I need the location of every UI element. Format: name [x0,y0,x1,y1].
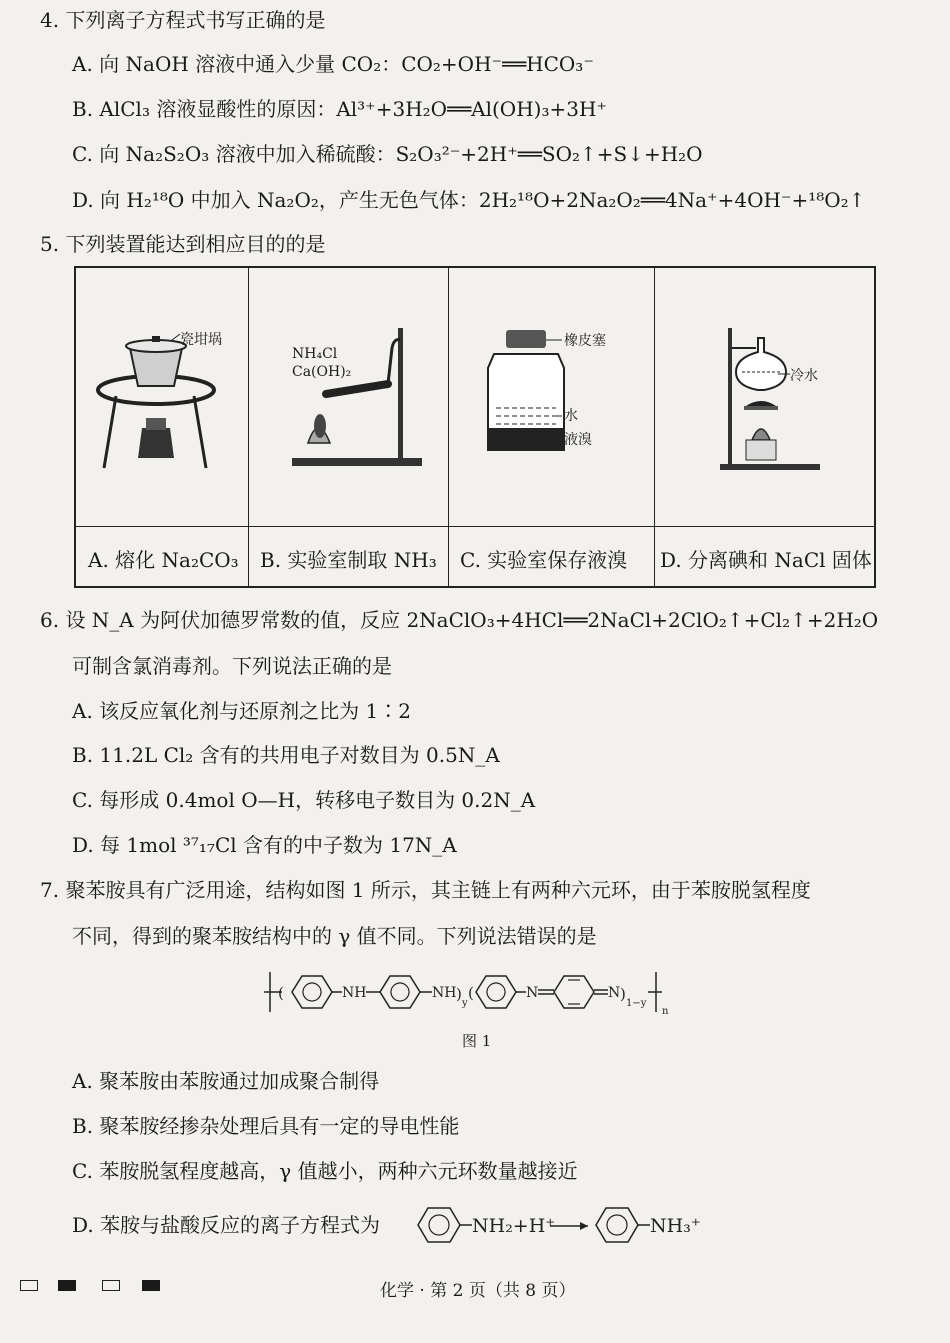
ammonia-apparatus [248,268,448,526]
marker-solid-2 [142,1280,160,1291]
figure-caption: 图 1 [462,1032,492,1050]
q4-option-d: D. 向 H₂¹⁸O 中加入 Na₂O₂，产生无色气体：2H₂¹⁸O+2Na₂O₂══4Na⁺+4OH⁻+¹⁸O₂↑ [72,188,866,212]
crucible-label: 瓷坩埚 [180,332,222,348]
caption-b: B. 实验室制取 NH₃ [260,547,437,572]
nh2-label: NH [432,985,457,1001]
marker-hollow-2 [102,1280,120,1291]
svg-text:(: ( [278,984,284,1002]
caption-a: A. 熔化 Na₂CO₃ [88,547,239,572]
q4-option-b: B. AlCl₃ 溶液显酸性的原因：Al³⁺+3H₂O══Al(OH)₃+3H⁺ [72,97,607,121]
reagent2-label: Ca(OH)₂ [292,364,352,380]
q7-stem-line2: 不同，得到的聚苯胺结构中的 γ 值不同。下列说法错误的是 [72,924,597,948]
svg-text:(: ( [468,984,474,1002]
q7-stem-line1: 7. 聚苯胺具有广泛用途，结构如图 1 所示，其主链上有两种六元环，由于苯胺脱氢程度 [40,878,811,902]
aniline-reaction [412,1200,712,1250]
reaction-right: NH₃⁺ [650,1215,701,1237]
reagent1-label: NH₄Cl [292,346,338,362]
caption-c: C. 实验室保存液溴 [460,547,628,572]
y-subscript: y [462,998,468,1009]
marker-hollow-1 [20,1280,38,1291]
q7-option-c: C. 苯胺脱氢程度越高，γ 值越小，两种六元环数量越接近 [72,1159,578,1183]
stopper-label: 橡皮塞 [564,333,606,349]
nh1-label: NH [342,985,367,1001]
reaction-left: NH₂+H⁺ [472,1215,556,1237]
sublimation-apparatus [654,268,876,526]
n1-label: N [526,985,539,1001]
q6-option-d: D. 每 1mol ³⁷₁₇Cl 含有的中子数为 17N_A [72,833,457,857]
coldwater-label: 冷水 [790,368,818,384]
crucible-apparatus [76,268,248,526]
q6-option-a: A. 该反应氧化剂与还原剂之比为 1∶2 [72,699,411,723]
bromine-bottle [448,268,654,526]
caption-d: D. 分离碘和 NaCl 固体 [660,547,872,572]
q4-option-a: A. 向 NaOH 溶液中通入少量 CO₂：CO₂+OH⁻══HCO₃⁻ [72,52,594,76]
q4-stem: 4. 下列离子方程式书写正确的是 [40,8,326,32]
polyaniline-structure [262,962,712,1022]
q7-option-b: B. 聚苯胺经掺杂处理后具有一定的导电性能 [72,1114,460,1138]
water-label: 水 [564,408,578,424]
svg-text:): ) [456,985,462,1003]
n2-label: N [608,985,621,1001]
one-minus-y-subscript: 1−y [626,998,647,1009]
q5-stem: 5. 下列装置能达到相应目的的是 [40,232,326,256]
q7-option-d: D. 苯胺与盐酸反应的离子方程式为 [72,1213,381,1237]
apparatus-table [74,266,876,588]
q7-option-a: A. 聚苯胺由苯胺通过加成聚合制得 [72,1069,380,1093]
q6-option-c: C. 每形成 0.4mol O—H，转移电子数目为 0.2N_A [72,788,536,812]
q6-option-b: B. 11.2L Cl₂ 含有的共用电子对数目为 0.5N_A [72,743,500,767]
q6-stem-line2: 可制含氯消毒剂。下列说法正确的是 [72,654,392,678]
svg-text:): ) [620,985,626,1003]
n-subscript: n [662,1006,669,1017]
bromine-label: 液溴 [564,432,592,448]
q6-stem-line1: 6. 设 N_A 为阿伏加德罗常数的值，反应 2NaClO₃+4HCl══2NaCl+2ClO₂↑+Cl₂↑+2H₂O [40,608,879,632]
q4-option-c: C. 向 Na₂S₂O₃ 溶液中加入稀硫酸：S₂O₃²⁻+2H⁺══SO₂↑+S↓+H₂O [72,142,703,166]
page-number: 化学 · 第 2 页（共 8 页） [380,1281,576,1301]
marker-solid-1 [58,1280,76,1291]
